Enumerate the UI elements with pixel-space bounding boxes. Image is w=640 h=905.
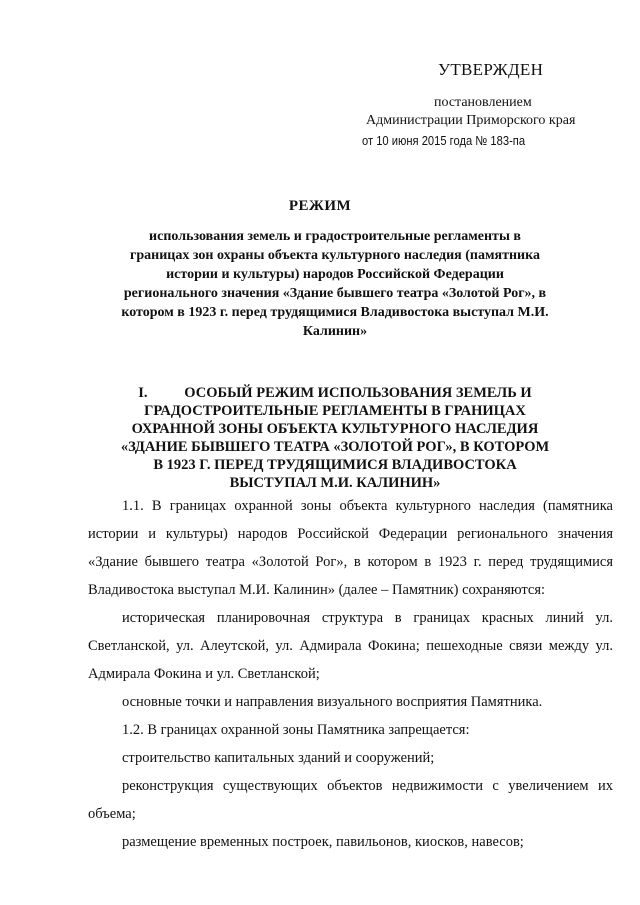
approval-title: УТВЕРЖДЕН <box>438 60 544 79</box>
paragraph-1-2: 1.2. В границах охранной зоны Памятника запрещается: <box>122 722 470 738</box>
paragraph-temporary-buildings: размещение временных построек, павильонов, киосков, навесов; <box>122 834 524 850</box>
approval-line-administration: Администрации Приморского края <box>366 113 576 128</box>
paragraph-construction: строительство капитальных зданий и сооружений; <box>122 750 435 766</box>
paragraph-reconstruction: реконструкция существующих объектов недвижимости с увеличением их объема; <box>88 778 613 822</box>
approval-stamp <box>362 60 622 150</box>
section-heading <box>120 384 550 492</box>
section-number: I. <box>138 385 148 401</box>
paragraph-visual-points: основные точки и направления визуального восприятия Памятника. <box>122 694 543 710</box>
paragraph-1-1: 1.1. В границах охранной зоны объекта культурного наследия (памятника истории и культуры) народов Российской Федерации регионального значения «Здание бывшего театра «Золотой Рог», в котором в 1923 г. перед трудящимися Владивостока выступал М.И. Калинин» (далее – Памятник) сохраняются: <box>88 498 613 598</box>
approval-line-resolution: постановлением <box>434 95 532 110</box>
section-title: ОСОБЫЙ РЕЖИМ ИСПОЛЬЗОВАНИЯ ЗЕМЕЛЬ И ГРАДОСТРОИТЕЛЬНЫЕ РЕГЛАМЕНТЫ В ГРАНИЦАХ ОХРАННОЙ ЗОНЫ ОБЪЕКТА КУЛЬТУРНОГО НАСЛЕДИЯ «ЗДАНИЕ БЫВШЕГО ТЕАТРА «ЗОЛОТОЙ РОГ», В КОТОРОМ В 1923 Г. ПЕРЕД ТРУДЯЩИМИСЯ ВЛАДИВОСТОКА ВЫСТУПАЛ М.И. КАЛИНИН» <box>120 385 550 491</box>
document-title: РЕЖИМ <box>288 198 352 214</box>
approval-line-date-number: от 10 июня 2015 года № 183-па <box>362 133 526 148</box>
document-subtitle: использования земель и градостроительные регламенты в границах зон охраны объекта культурного наследия (памятника истории и культуры) народов Российской Федерации регионального значения «Здание бывшего театра «Золотой Рог», в котором в 1923 г. перед трудящимися Владивостока выступал М.И. Калинин» <box>121 229 549 339</box>
document-body <box>88 492 613 856</box>
paragraph-structure: историческая планировочная структура в границах красных линий ул. Светланской, ул. Алеутской, ул. Адмирала Фокина; пешеходные связи между ул. Адмирала Фокина и ул. Светланской; <box>88 610 613 682</box>
